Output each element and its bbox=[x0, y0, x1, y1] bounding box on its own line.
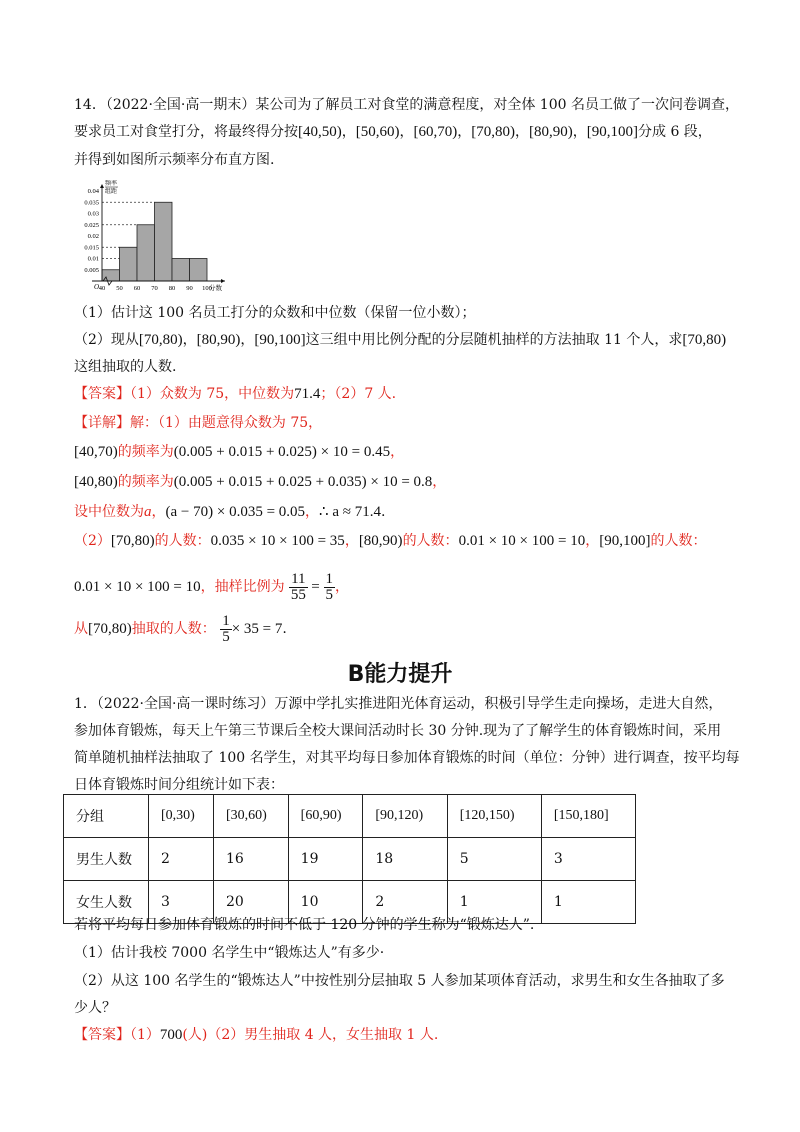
detail-2-interval: [40,70) bbox=[74, 444, 118, 460]
x-tick-label: 100 bbox=[202, 285, 212, 292]
y-tick-label: 0.015 bbox=[84, 244, 99, 252]
origin-label: O bbox=[94, 283, 100, 291]
p14-q1: （1）估计这 100 名员工打分的众数和中位数（保留一位小数）； bbox=[74, 305, 476, 321]
y-tick-label: 0.025 bbox=[84, 221, 99, 229]
table-cell: 3 bbox=[149, 881, 214, 924]
p1-q2-line1: （2）从这 100 名学生的“锻炼达人”中按性别分层抽取 5 人参加某项体育活动，求男生和女生各抽取了多 bbox=[74, 973, 725, 989]
detail-5-interval-3: [90,100] bbox=[599, 533, 651, 549]
p14-detail-5: （2）[70,80)的人数：0.035 × 10 × 100 = 35，[80,90)的人数：0.01 × 10 × 100 = 10，[90,100]的人数： bbox=[74, 533, 707, 549]
y-axis-arrow bbox=[100, 184, 104, 188]
x-tick-label: 40 bbox=[98, 285, 106, 292]
p14-q2-interval-1: [70,80) bbox=[138, 332, 183, 348]
x-tick-label: 50 bbox=[116, 285, 123, 292]
fraction-11-55 bbox=[289, 572, 307, 603]
detail-6-text: 抽样比例为 bbox=[214, 579, 285, 595]
p1-answer bbox=[74, 1025, 438, 1045]
detail-4-math-2: ∴ a ≈ 71.4 bbox=[319, 504, 381, 520]
table-cell: 18 bbox=[363, 838, 447, 881]
histogram-bar bbox=[120, 247, 138, 281]
table-cell: 5 bbox=[447, 838, 541, 881]
p14-q2-interval-2: [80,90) bbox=[196, 332, 241, 348]
p14-q2-line2: 这组抽取的人数. bbox=[74, 359, 177, 375]
fraction-1-5 bbox=[220, 614, 232, 645]
detail-5-text-2: 的人数： bbox=[402, 533, 459, 549]
p14-line2: 要求员工对食堂打分，将最终得分按[40,50)，[50,60)，[60,70)，[70,80)，[80,90)，[90,100]分成 6 段， bbox=[74, 124, 712, 140]
interval-4: [70,80) bbox=[471, 124, 515, 140]
p14-detail-6: 0.01 × 10 × 100 = 10，抽样比例为 $\frac{11}{55}$ = $\frac{1}{5}$ ， bbox=[74, 570, 350, 603]
p14-q2-line1: （2）现从[70,80)，[80,90)，[90,100]这三组中用比例分配的分层随机抽样的方法抽取 11 个人，求[70,80) bbox=[74, 332, 727, 348]
table-header-cell: [0,30) bbox=[149, 795, 214, 838]
detail-6-math: 0.01 × 10 × 100 = 10 bbox=[74, 579, 201, 595]
table-header-cell: [150,180] bbox=[541, 795, 635, 838]
fraction-num: 11 bbox=[291, 570, 306, 587]
histogram-bar bbox=[155, 202, 173, 281]
table-cell: 2 bbox=[363, 881, 447, 924]
detail-4-text: 设中位数为 bbox=[74, 504, 144, 520]
histogram-bar bbox=[137, 225, 155, 281]
table-row bbox=[64, 838, 636, 881]
y-tick-label: 0.005 bbox=[84, 266, 99, 274]
p1-line4: 日体育锻炼时间分组统计如下表： bbox=[74, 777, 284, 793]
p14-detail-4: 设中位数为a，(a − 70) × 0.035 = 0.05，∴ a ≈ 71.4. bbox=[74, 504, 386, 520]
answer-text-1: （1）众数为 75，中位数为 bbox=[130, 386, 295, 402]
answer-tag: 【答案】 bbox=[74, 386, 130, 402]
table-cell: 男生人数 bbox=[64, 838, 149, 881]
interval-2: [50,60) bbox=[355, 124, 400, 140]
x-tick-label: 60 bbox=[133, 285, 141, 292]
detail-tag: 【详解】 bbox=[74, 415, 130, 431]
p14-line3: 并得到如图所示频率分布直方图. bbox=[74, 152, 275, 168]
table-header-cell: [60,90) bbox=[288, 795, 363, 838]
detail-4-math-1: (a − 70) × 0.035 = 0.05 bbox=[165, 504, 306, 520]
exercise-time-table bbox=[63, 794, 636, 924]
p14-detail-3: [40,80)的频率为(0.005 + 0.015 + 0.025 + 0.035) × 10 = 0.8， bbox=[74, 474, 447, 490]
table-header-cell: [120,150) bbox=[447, 795, 541, 838]
p14-line2-end: 分成 6 段， bbox=[638, 124, 712, 140]
fraction-num: 1 bbox=[222, 612, 230, 629]
table-header-cell: [30,60) bbox=[213, 795, 288, 838]
table-header-cell: 分组 bbox=[64, 795, 149, 838]
detail-7-interval: [70,80) bbox=[88, 621, 132, 637]
p1-answer-tag: 【答案】 bbox=[74, 1027, 130, 1043]
p1-line3: 简单随机抽样法抽取了 100 名学生，对其平均每日参加体育锻炼的时间（单位：分钟）进行调查，按平均每 bbox=[74, 750, 740, 766]
table-cell: 2 bbox=[149, 838, 214, 881]
table-cell: 3 bbox=[541, 838, 635, 881]
detail-5-math-1: 0.035 × 10 × 100 = 35 bbox=[210, 533, 345, 549]
table-cell: 10 bbox=[288, 881, 363, 924]
p14-q2-interval-3: [90,100] bbox=[254, 332, 306, 348]
fraction-1-5 bbox=[324, 572, 336, 603]
detail-3-interval: [40,80) bbox=[74, 474, 118, 490]
answer-text-2: ；（2）7 人. bbox=[320, 386, 397, 402]
histogram-bar bbox=[190, 259, 208, 282]
p1-note: 若将平均每日参加体育锻炼的时间不低于 120 分钟的学生称为“锻炼达人”. bbox=[74, 917, 535, 933]
p1-line2: 参加体育锻炼，每天上午第三节课后全校大课间活动时长 30 分钟.现为了了解学生的体育锻炼时间，采用 bbox=[74, 723, 722, 739]
y-tick-label: 0.01 bbox=[87, 255, 99, 263]
detail-3-math: (0.005 + 0.015 + 0.025 + 0.035) × 10 = 0.8 bbox=[173, 474, 433, 490]
y-tick-label: 0.04 bbox=[87, 188, 99, 195]
p1-answer-text-1: （1） bbox=[130, 1027, 160, 1043]
p1-q1: （1）估计我校 7000 名学生中“锻炼达人”有多少· bbox=[74, 945, 385, 961]
x-axis-arrow bbox=[221, 279, 225, 283]
table-cell: 女生人数 bbox=[64, 881, 149, 924]
p14-q2-text-b: 这三组中用比例分配的分层随机抽样的方法抽取 11 个人，求 bbox=[305, 332, 683, 348]
fraction-den: 5 bbox=[222, 628, 230, 645]
p14-detail-1 bbox=[74, 413, 322, 433]
detail-text-1: 解：（1）由题意得众数为 75， bbox=[130, 415, 323, 431]
y-axis-label-top: 频率 bbox=[105, 180, 118, 187]
detail-5-prefix: （2） bbox=[74, 533, 111, 549]
frequency-histogram bbox=[72, 180, 242, 295]
detail-3-text: 的频率为 bbox=[117, 474, 174, 490]
detail-5-interval-1: [70,80) bbox=[110, 533, 155, 549]
detail-2-text: 的频率为 bbox=[117, 444, 174, 460]
table-header-cell: [90,120) bbox=[363, 795, 447, 838]
interval-3: [60,70) bbox=[413, 124, 458, 140]
table-cell: 19 bbox=[288, 838, 363, 881]
p1-line1: 1．（2022·全国·高一课时练习）万源中学扎实推进阳光体育运动，积极引导学生走向操场，走进大自然， bbox=[74, 696, 723, 712]
p1-answer-num: 700 bbox=[159, 1027, 183, 1043]
y-tick-label: 0.03 bbox=[87, 210, 99, 218]
detail-7-text-1: 从 bbox=[74, 621, 88, 637]
p14-line2-text: 要求员工对食堂打分，将最终得分按 bbox=[74, 124, 298, 140]
histogram-bar bbox=[172, 259, 190, 282]
x-tick-label: 80 bbox=[168, 285, 176, 292]
section-title: B能力提升 bbox=[347, 662, 453, 687]
table-cell: 1 bbox=[541, 881, 635, 924]
x-axis-label: 分数 bbox=[209, 284, 222, 292]
p14-line1: 14．（2022·全国·高一期末）某公司为了解员工对食堂的满意程度，对全体 100 名员工做了一次问卷调查， bbox=[74, 97, 739, 113]
fraction-num: 1 bbox=[325, 570, 334, 587]
p14-q2-text-a: （2）现从 bbox=[74, 332, 139, 348]
detail-5-math-2: 0.01 × 10 × 100 = 10 bbox=[458, 533, 586, 549]
table-header-row bbox=[64, 795, 636, 838]
p14-detail-2: [40,70)的频率为(0.005 + 0.015 + 0.025) × 10 = 0.45， bbox=[74, 444, 405, 460]
x-tick-label: 90 bbox=[186, 285, 193, 292]
detail-7-text-2: 抽取的人数： bbox=[131, 621, 216, 637]
fraction-den: 55 bbox=[290, 586, 306, 603]
detail-2-math: (0.005 + 0.015 + 0.025) × 10 = 0.45 bbox=[173, 444, 391, 460]
detail-7-math: × 35 = 7 bbox=[231, 621, 283, 637]
y-tick-label: 0.035 bbox=[84, 199, 99, 207]
x-tick-label: 70 bbox=[151, 285, 158, 292]
fraction-den: 5 bbox=[325, 586, 334, 603]
table-cell: 20 bbox=[213, 881, 288, 924]
interval-5: [80,90) bbox=[529, 124, 573, 140]
p14-detail-7: 从[70,80)抽取的人数： $\frac{1}{5}$ × 35 = 7. bbox=[74, 612, 287, 645]
p1-answer-text-2: (人)（2）男生抽取 4 人，女生抽取 1 人. bbox=[182, 1027, 439, 1043]
detail-5-interval-2: [80,90) bbox=[358, 533, 403, 549]
p14-q2-interval-4: [70,80) bbox=[682, 332, 727, 348]
y-tick-label: 0.02 bbox=[87, 233, 99, 240]
answer-median: 71.4 bbox=[294, 386, 321, 402]
detail-4-var: a bbox=[144, 504, 152, 520]
table-cell: 1 bbox=[447, 881, 541, 924]
interval-1: [40,50) bbox=[298, 124, 342, 140]
table-cell: 16 bbox=[213, 838, 288, 881]
detail-5-text-1: 的人数： bbox=[154, 533, 211, 549]
p1-q2-line2: 少人？ bbox=[74, 1000, 116, 1016]
y-axis-label-bottom: 组距 bbox=[105, 188, 118, 195]
p14-answer bbox=[74, 384, 396, 404]
detail-5-text-3: 的人数： bbox=[650, 533, 707, 549]
interval-6: [90,100] bbox=[586, 124, 638, 140]
